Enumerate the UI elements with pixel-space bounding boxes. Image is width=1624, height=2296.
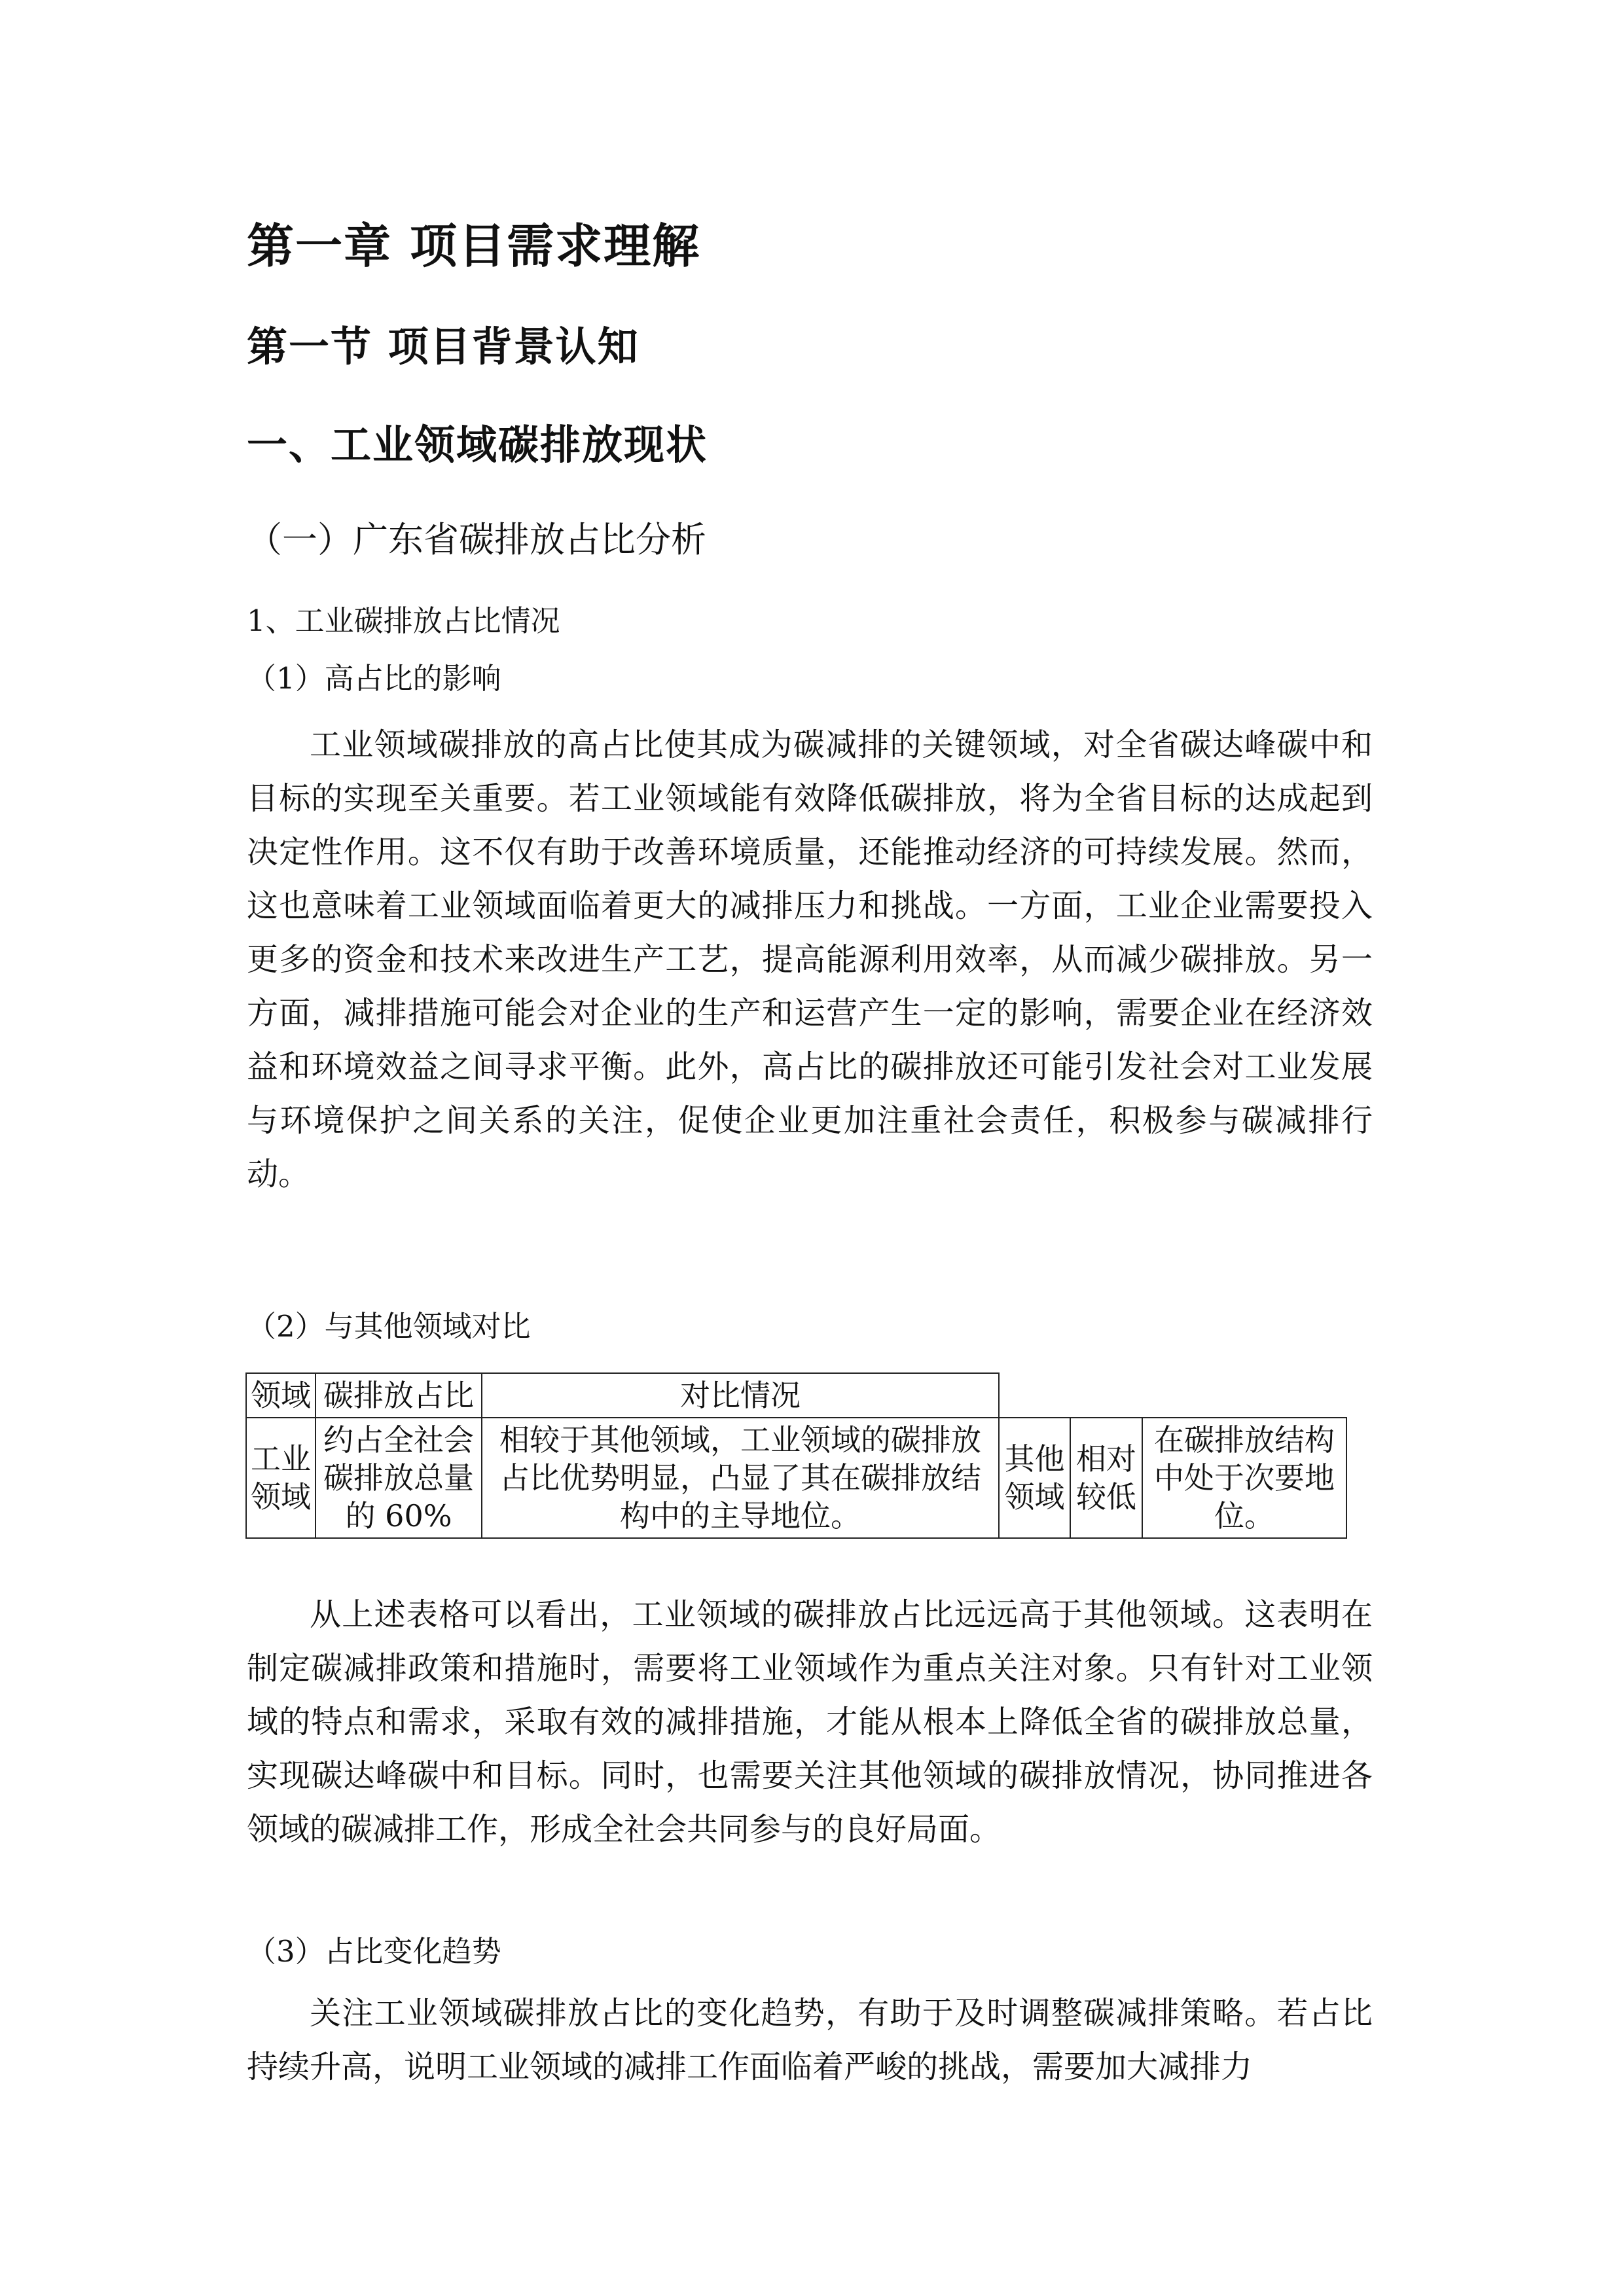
sub-item-high-share: （1）高占比的影响	[247, 661, 501, 696]
paragraph-comparison-summary: 从上述表格可以看出，工业领域的碳排放占比远远高于其他领域。这表明在制定碳减排政策和措施时，需要将工业领域作为重点关注对象。只有针对工业领域的特点和需求，采取有效的减排措施，才能从根本上降低全省的碳排放总量，实现碳达峰碳中和目标。同时，也需要关注其他领域的碳排放情况，协同推进各领域的碳减排工作，形成全社会共同参与的良好局面。	[247, 1596, 1373, 1848]
paragraph-trend: 关注工业领域碳排放占比的变化趋势，有助于及时调整碳减排策略。若占比持续升高，说明工业领域的减排工作面临着严峻的挑战，需要加大减排力	[247, 1995, 1373, 2085]
section-title: 第一节 项目背景认知	[247, 323, 640, 370]
sub-item-trend: （3）占比变化趋势	[247, 1934, 501, 1969]
paragraph-high-share: 工业领域碳排放的高占比使其成为碳减排的关键领域，对全省碳达峰碳中和目标的实现至关重要。若工业领域能有效降低碳排放，将为全省目标的达成起到决定性作用。这不仅有助于改善环境质量，还能推动经济的可持续发展。然而，这也意味着工业领域面临着更大的减排压力和挑战。一方面，工业企业需要投入更多的资金和技术来改进生产工艺，提高能源利用效率，从而减少碳排放。另一方面，减排措施可能会对企业的生产和运营产生一定的影响，需要企业在经济效益和环境效益之间寻求平衡。此外，高占比的碳排放还可能引发社会对工业发展与环境保护之间关系的关注，促使企业更加注重社会责任，积极参与碳减排行动。	[247, 726, 1373, 1193]
subsubsection-title: （一）广东省碳排放占比分析	[247, 519, 706, 560]
table-cell-share: 约占全社会碳排放总量的 60%	[316, 1418, 482, 1538]
table-cell-other-field: 其他领域	[999, 1418, 1070, 1538]
table-blank-cell	[999, 1373, 1070, 1418]
chapter-title: 第一章 项目需求理解	[247, 218, 701, 274]
table-cell-other-comparison: 在碳排放结构中处于次要地位。	[1142, 1418, 1346, 1538]
table-cell-comparison: 相较于其他领域，工业领域的碳排放占比优势明显，凸显了其在碳排放结构中的主导地位。	[482, 1418, 999, 1538]
subsection-title: 一、工业领域碳排放现状	[247, 421, 708, 469]
table-header-cell: 领域	[246, 1373, 316, 1418]
item-title: 1、工业碳排放占比情况	[247, 603, 560, 638]
table-blank-cell	[1070, 1373, 1142, 1418]
sub-item-comparison: （2）与其他领域对比	[247, 1309, 531, 1344]
table-header-cell: 碳排放占比	[316, 1373, 482, 1418]
table-header-cell: 对比情况	[482, 1373, 999, 1418]
table-row	[246, 1418, 1346, 1538]
table-blank-cell	[1142, 1373, 1346, 1418]
table-cell-field: 工业领域	[246, 1418, 316, 1538]
table-cell-other-share: 相对较低	[1070, 1418, 1142, 1538]
table-header-row	[246, 1373, 1346, 1418]
comparison-table	[245, 1372, 1347, 1539]
